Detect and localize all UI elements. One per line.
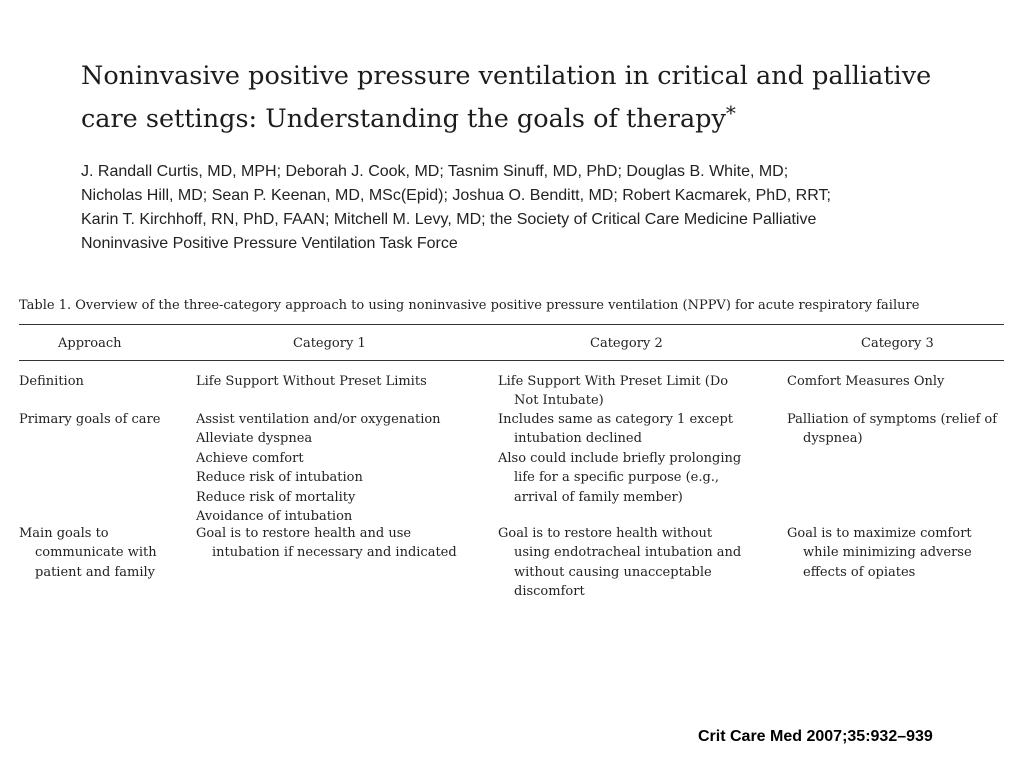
main-goals-category-3 bbox=[787, 524, 972, 582]
author-list bbox=[81, 160, 981, 256]
cell-line: Includes same as category 1 except bbox=[498, 412, 734, 427]
primary-goals-category-2 bbox=[498, 410, 741, 507]
cell-line: Goal is to restore health and use bbox=[196, 526, 412, 541]
cell-line: Also could include briefly prolonging bbox=[498, 450, 742, 466]
table-caption: Table 1. Overview of the three-category approach to using noninvasive positive pressure ventilation (NPPV) for acute respiratory failure bbox=[19, 298, 920, 313]
column-header-category-3: Category 3 bbox=[861, 336, 934, 351]
paper-title bbox=[81, 58, 961, 138]
author-line: Nicholas Hill, MD; Sean P. Keenan, MD, MSc(Epid); Joshua O. Benditt, MD; Robert Kacmarek, PhD, RRT; bbox=[81, 187, 831, 204]
cell-line: Assist ventilation and/or oxygenation bbox=[196, 412, 441, 427]
table-top-rule bbox=[19, 324, 1004, 325]
row-label-main-goals bbox=[19, 524, 157, 582]
cell-line: communicate with bbox=[35, 545, 157, 561]
definition-category-2 bbox=[498, 372, 728, 411]
cell-line: Comfort Measures Only bbox=[787, 374, 945, 389]
cell-line: using endotracheal intubation and bbox=[514, 545, 742, 561]
cell-line: Life Support With Preset Limit (Do bbox=[498, 374, 729, 389]
main-goals-category-1 bbox=[196, 524, 457, 563]
cell-line: arrival of family member) bbox=[514, 489, 683, 505]
author-line: Karin T. Kirchhoff, RN, PhD, FAAN; Mitchell M. Levy, MD; the Society of Critical Care Medicine Palliative bbox=[81, 211, 817, 228]
cell-line: dyspnea) bbox=[803, 431, 863, 447]
main-goals-category-2 bbox=[498, 524, 741, 602]
title-line: Noninvasive positive pressure ventilation in critical and palliative bbox=[81, 61, 932, 91]
table-header-rule bbox=[19, 360, 1004, 361]
title-line bbox=[81, 95, 961, 138]
cell-line: Life Support Without Preset Limits bbox=[196, 374, 427, 389]
cell-line: Goal is to restore health without bbox=[498, 526, 713, 541]
cell-line: discomfort bbox=[514, 584, 585, 600]
primary-goals-category-1 bbox=[196, 410, 441, 526]
cell-line: intubation declined bbox=[514, 431, 642, 447]
cell-line: Not Intubate) bbox=[514, 393, 604, 409]
cell-line: Achieve comfort bbox=[196, 450, 304, 466]
row-label-definition bbox=[19, 372, 84, 391]
column-header-category-1: Category 1 bbox=[293, 336, 366, 351]
cell-line: patient and family bbox=[35, 564, 156, 580]
cell-line: Alleviate dyspnea bbox=[196, 431, 313, 447]
definition-category-1 bbox=[196, 372, 427, 391]
cell-line: Avoidance of intubation bbox=[196, 509, 353, 525]
column-header-category-2: Category 2 bbox=[590, 336, 663, 351]
cell-line: effects of opiates bbox=[803, 564, 916, 580]
cell-line: Definition bbox=[19, 374, 84, 389]
cell-line: Primary goals of care bbox=[19, 412, 161, 427]
cell-line: Goal is to maximize comfort bbox=[787, 526, 972, 541]
cell-line: Reduce risk of mortality bbox=[196, 489, 356, 505]
row-label-primary-goals bbox=[19, 410, 160, 429]
cell-line: Reduce risk of intubation bbox=[196, 470, 363, 486]
journal-citation: Crit Care Med 2007;35:932–939 bbox=[698, 728, 933, 745]
definition-category-3 bbox=[787, 372, 944, 391]
author-line: Noninvasive Positive Pressure Ventilation Task Force bbox=[81, 235, 458, 252]
title-text: care settings: Understanding the goals of therapy bbox=[81, 104, 726, 134]
cell-line: Palliation of symptoms (relief of bbox=[787, 412, 998, 427]
cell-line: intubation if necessary and indicated bbox=[212, 545, 457, 561]
title-footnote-mark: * bbox=[725, 101, 736, 125]
cell-line: life for a specific purpose (e.g., bbox=[514, 470, 720, 486]
cell-line: without causing unacceptable bbox=[514, 564, 712, 580]
author-line: J. Randall Curtis, MD, MPH; Deborah J. Cook, MD; Tasnim Sinuff, MD, PhD; Douglas B. White, MD; bbox=[81, 163, 789, 180]
cell-line: Main goals to bbox=[19, 526, 109, 541]
primary-goals-category-3 bbox=[787, 410, 997, 449]
column-header-approach: Approach bbox=[58, 336, 122, 351]
cell-line: while minimizing adverse bbox=[803, 545, 972, 561]
